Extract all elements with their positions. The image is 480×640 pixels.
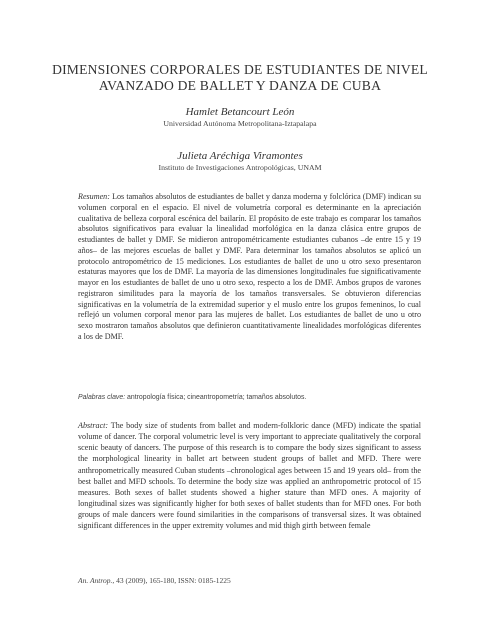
journal-name: An. Antrop. <box>78 576 113 585</box>
palabras-clave <box>78 393 421 402</box>
citation-details: , 43 (2009), 165-180, ISSN: 0185-1225 <box>112 576 231 585</box>
author-block-1 <box>40 106 440 129</box>
author-block-2 <box>40 150 440 173</box>
palabras-clave-text: antropología física; cineantropometría; tamaños absolutos. <box>127 394 307 401</box>
author-name: Julieta Aréchiga Viramontes <box>177 150 303 162</box>
abstract-paragraph <box>78 420 421 532</box>
article-title <box>40 62 440 94</box>
abstract-label: Abstract: <box>78 421 109 430</box>
resumen-text: Los tamaños absolutos de estudiantes de ballet y danza moderna y folclórica (DMF) indican su volumen corporal en el espacio. El nivel de volumetría corporal es determinante en la apreciación cualitativa de belleza corporal escénica del bailarín. El propósito de este trabajo es comparar los tamaños absolutos significativos para evaluar la linealidad morfológica en la danza clásica entre grupos de estudiantes de ballet y DMF. Se midieron antropométricamente estudiantes cubanos –de entre 15 y 19 años– de las mejores escuelas de ballet y DMF. Para determinar los tamaños absolutos se aplicó un protocolo antropométrico de 15 mediciones. Los estudiantes de ballet de uno u otro sexo presentaron estaturas mayores que los de DMF. La mayoría de las dimensiones longitudinales fue significativamente mayor en los estudiantes de ballet de uno u otro sexo, respecto a los de DMF. Ambos grupos de varones registraron similitudes para la mayoría de los tamaños transversales. Se obtuvieron diferencias significativas en la volumetría de la extremidad superior y el muslo entre los grupos femeninos, lo cual reflejó un volumen corporal menor para las mujeres de ballet. Los estudiantes de ballet de uno u otro sexo mostraron tamaños absolutos que definieron cuantitativamente linealidades morfológicas diferentes a los de DMF. <box>78 192 422 341</box>
resumen-paragraph <box>78 192 421 343</box>
abstract-text: The body size of students from ballet and modern-folkloric dance (MFD) indicate the spatial volume of dancer. The corporal volumetric level is very important to appreciate qualitatively the corporal scenic beauty of dancers. The purpose of this research is to compare the body sizes significant to assess the morphological linearity in ballet art between student groups of ballet and MFD. There were anthropometrically measured Cuban students –chronological ages between 15 and 19 years old– from the best ballet and MFD schools. To determine the body size was applied an anthropometric protocol of 15 measures. Both sexes of ballet students showed a higher stature than MFD ones. A majority of longitudinal sizes was significantly higher for both sexes of ballet students than for MFD ones. For both groups of male dancers were found similarities in the comparisons of transversal sizes. It was obtained significant differences in the upper extremity volumes and mid thigh girth between female <box>78 421 421 531</box>
author-affiliation: Instituto de Investigaciones Antropológicas, UNAM <box>158 163 322 172</box>
title-line-1: DIMENSIONES CORPORALES DE ESTUDIANTES DE NIVEL <box>52 62 428 77</box>
title-line-2: AVANZADO DE BALLET Y DANZA DE CUBA <box>98 78 382 93</box>
journal-citation <box>78 576 231 585</box>
author-name: Hamlet Betancourt León <box>185 106 295 118</box>
resumen-label: Resumen: <box>78 192 110 201</box>
author-affiliation: Universidad Autónoma Metropolitana-Iztapalapa <box>163 119 317 128</box>
palabras-clave-label: Palabras clave: <box>78 394 126 401</box>
